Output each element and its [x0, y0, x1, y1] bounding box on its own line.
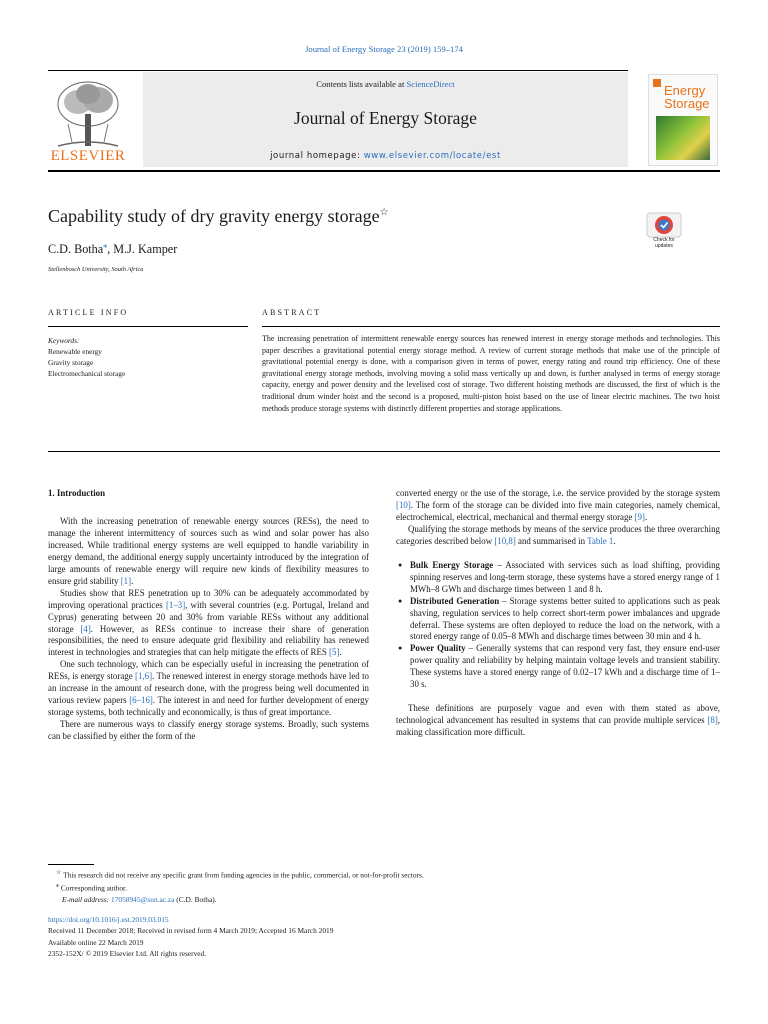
keywords-block [48, 335, 248, 379]
intro-paragraph-1 [48, 516, 369, 588]
copyright: 2352-152X/ © 2019 Elsevier Ltd. All rights reserved. [48, 949, 207, 959]
section-heading-introduction: 1. Introduction [48, 488, 106, 498]
citation-link[interactable]: [6–16] [129, 695, 153, 706]
doi-link[interactable]: https://doi.org/10.1016/j.est.2019.03.015 [48, 915, 169, 924]
abstract-rule [262, 326, 720, 327]
text-run: . The renewed interest in energy storage methods have led to an increase in the amount of research done, with the progress being well documented in various review papers [48, 671, 369, 706]
list-item-distributed-generation [396, 596, 720, 644]
sciencedirect-link[interactable]: ScienceDirect [406, 79, 455, 89]
text-run: These definitions are purposely vague and even with them stated as above, technological advancement has resulted in systems that can provide multiple services [396, 703, 720, 726]
article-info-heading: ARTICLE INFO [48, 308, 129, 317]
email-link[interactable]: 17058945@sun.ac.za [111, 894, 175, 904]
citation-link[interactable]: [4] [80, 623, 91, 634]
contents-prefix: Contents lists available at [316, 79, 407, 89]
body-column-left [48, 488, 369, 743]
table-1-link[interactable]: Table 1 [587, 535, 614, 546]
abstract-text: The increasing penetration of intermittent renewable energy sources has renewed interest in energy storage methods and technologies. This paper describes a gravitational potential energy storage method. A review of current storage methods that make use of the principle of gravitational potential energy is done, with a comparison given in terms of power, energy rating and round trip efficiency. One of these gravitational energy storage methods, involving moving a solid mass vertically up and down, is further analysed in terms of energy storage capacity, energy and power density and the levelised cost of storage. Two different hoisting methods are discussed, the first of which is the traditional drum winder hoist and the second is a proposed, multi-piston hoist based on the use of linear electric machines. The two hoist methods produce storage systems with distinctly different properties and storage applications. [262, 334, 720, 413]
citation-link[interactable]: [5] [329, 647, 340, 658]
text-run: . [613, 535, 616, 546]
article-title-text: Capability study of dry gravity energy storage [48, 206, 380, 226]
intro-paragraph-5 [396, 524, 720, 548]
bullet-text: – Storage systems better suited to applications such as peak shaving, regulation services to help correct short-term power imbalances and upgrade deferral. These systems are often deployed to reduce the load on the network, with a stored energy range of 0.05–8 MWh and discharge times between 30 min and 4 h. [410, 595, 720, 642]
authors [48, 241, 177, 257]
journal-title: Journal of Energy Storage [294, 108, 477, 128]
text-run: and summarised in [515, 535, 588, 546]
footnotes [48, 868, 720, 905]
publication-info [48, 914, 720, 960]
text-run: . [339, 647, 342, 658]
footnote-corresponding [48, 881, 720, 894]
available-online: Available online 22 March 2019 [48, 937, 144, 947]
text-run: , making classification more difficult. [396, 715, 720, 738]
text-run: One such technology, which can be especially useful in increasing the penetration of RESs, is energy storage [48, 659, 369, 682]
article-title [48, 206, 389, 227]
email-suffix: (C.D. Botha). [174, 894, 217, 904]
text-run: Qualifying the storage methods by means of the service produces the three overarching categories described below [396, 523, 720, 546]
header-rule-top [48, 70, 628, 71]
journal-cover-thumbnail[interactable] [648, 74, 718, 166]
bullet-term: Bulk Energy Storage [410, 559, 494, 570]
text-run: . [131, 575, 134, 586]
email-label: E-mail address: [62, 894, 111, 904]
affiliation: Stellenbosch University, South Africa [48, 266, 144, 273]
keyword-item: Renewable energy [48, 347, 102, 356]
bullet-term: Distributed Generation [410, 595, 500, 606]
keyword-item: Gravity storage [48, 358, 94, 367]
homepage-link[interactable]: www.elsevier.com/locate/est [363, 151, 501, 161]
footnote-funding [48, 868, 720, 881]
text-run: . The interest in and need for further development of energy storage systems, both technically and economically, is thus of great importance. [48, 695, 369, 718]
footnote-rule [48, 864, 94, 865]
footnote-mark: ☆ [56, 870, 62, 876]
text-run: . [644, 511, 648, 522]
bullet-text: – Generally systems that can respond very fast, they ensure end-user power quality and reliability by helping maintain voltage levels and transient stability. These systems have a stored energy range of 0.02–17 kWh and a discharge time of 1–30 s. [410, 643, 720, 690]
keywords-label: Keywords: [48, 336, 80, 345]
text-run: . The form of the storage can be divided into five main categories, namely chemical, electrochemical, electrical, mechanical and thermal energy storage [396, 499, 720, 522]
footnote-mark: ⁎ [56, 882, 59, 889]
crossmark-icon [646, 212, 682, 238]
author-kamper[interactable]: M.J. Kamper [113, 242, 178, 257]
corresponding-author-mark[interactable]: ⁎ [103, 241, 108, 250]
author-separator: , [107, 242, 114, 257]
list-item-bulk-energy-storage [396, 560, 720, 596]
abstract-heading: ABSTRACT [262, 308, 322, 317]
body-separator-rule [48, 451, 720, 452]
author-botha[interactable]: C.D. Botha [48, 242, 104, 257]
bullet-term: Power Quality [410, 643, 466, 654]
bullet-text: – Associated with services such as load shifting, providing spinning reserves and long-term storage, these systems have a stored energy range of 1 MWh–8 GWh and discharge times between 1 and 8 h. [410, 559, 720, 594]
text-run: . However, as RESs continue to increase their share of generation responsibilities, the need to ensure adequate grid flexibility and reliability has renewed interest in technologies and strategies that can help mitigate the effects of RES [48, 623, 369, 658]
storage-category-list [396, 560, 720, 691]
intro-paragraph-4-continued [396, 488, 720, 524]
check-for-updates-text: Check for updates [653, 237, 675, 249]
received-dates: Received 11 December 2018; Received in revised form 4 March 2019; Accepted 16 March 2019 [48, 926, 334, 936]
intro-paragraph-4: There are numerous ways to classify energy storage systems. Broadly, such systems can be classified by either the form of the [48, 719, 369, 742]
cover-orange-dot [653, 79, 661, 87]
journal-reference-link[interactable]: Journal of Energy Storage 23 (2019) 159–174 [305, 44, 463, 54]
intro-paragraph-2 [48, 588, 369, 660]
body-column-right [396, 488, 720, 739]
citation-link[interactable]: [1,6] [135, 671, 153, 682]
citation-link[interactable]: [1–3] [165, 599, 186, 610]
footnote-text: This research did not receive any specific grant from funding agencies in the public, commercial, or not-for-profit sectors. [61, 870, 424, 880]
cover-title-line2: Storage [664, 96, 710, 111]
list-item-power-quality [396, 643, 720, 691]
citation-link[interactable]: [10,8] [494, 535, 516, 546]
intro-paragraph-3 [48, 659, 369, 719]
footnote-text: Corresponding author. [59, 883, 127, 893]
article-info-rule [48, 326, 248, 327]
citation-link[interactable]: [9] [634, 511, 645, 522]
citation-link[interactable]: [10] [396, 499, 411, 510]
keyword-item: Electromechanical storage [48, 369, 126, 378]
homepage-label: journal homepage: [270, 151, 364, 161]
contents-line [143, 79, 628, 89]
check-for-updates-badge[interactable] [646, 212, 682, 252]
text-run: converted energy or the use of the storage, i.e. the service provided by the storage system [396, 488, 720, 498]
intro-paragraph-6 [396, 703, 720, 739]
elsevier-wordmark: ELSEVIER [50, 148, 126, 164]
cover-image [656, 116, 710, 160]
citation-link[interactable]: [1] [120, 575, 132, 586]
title-footnote-mark[interactable]: ☆ [379, 207, 389, 218]
text-run: Studies show that RES penetration up to 30% can be adequately accommodated by improving operational practices [48, 587, 369, 610]
text-run: With the increasing penetration of renewable energy sources (RESs), the need to manage the inherent intermittency of sources such as wind and solar power has also increased. While traditional energy systems are well equipped to handle variability in energy demand, the additional energy supply uncertainty introduced by the integration of large amounts of renewable energy will require new kinds of flexibility measures to ensure grid stability [48, 515, 369, 586]
header-rule-bottom [48, 170, 720, 172]
elsevier-logo[interactable] [48, 76, 128, 166]
footnote-email [48, 894, 720, 905]
citation-link[interactable]: [8] [707, 715, 718, 726]
text-run: , with several countries (e.g. Portugal, Ireland and Cyprus) generating between 20 and 30% from variable RESs without any additional storage [48, 599, 369, 634]
cover-title-line1: Energy [664, 83, 706, 98]
journal-homepage [143, 151, 628, 161]
